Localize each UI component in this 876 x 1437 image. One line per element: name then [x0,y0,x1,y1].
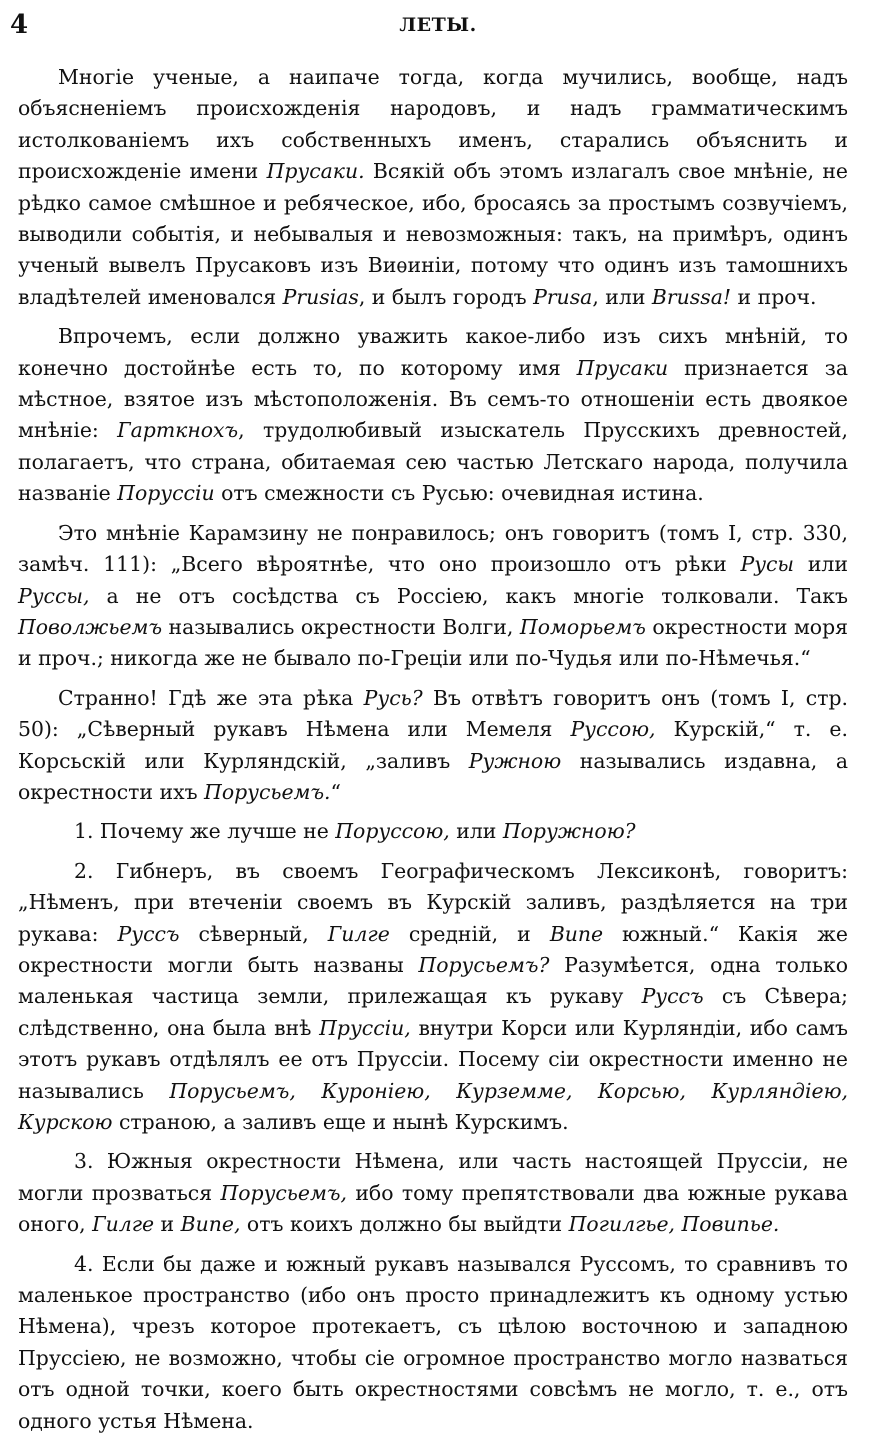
italic-term: Гилге [327,921,390,946]
text-run: отъ коихъ должно бы выйдти [240,1212,569,1237]
numbered-paragraph [18,856,848,1139]
italic-term: Порусьемъ, Куроніею, Курземме, Корсью, Курляндіею, Курскою [18,1078,849,1134]
text-run: 1. Почему же лучше не [74,819,336,844]
text-run: южный.“ Какія же окрестности могли быть названы [18,921,848,977]
text-run: , трудолюбивый изыскатель Прусскихъ древностей, полагаетъ, что страна, обитаемая сею частью Летскаго народа, получила названіе [18,418,848,506]
italic-term: Порусьемъ, [220,1180,347,1205]
italic-term: Погилгье, Повипье. [568,1212,780,1237]
text-run: или [794,552,848,577]
text-run: Странно! Гдѣ же эта рѣка [58,685,364,710]
page-body [18,62,848,1437]
text-run: 3. Южныя окрестности Нѣмена, или часть настоящей Пруссіи, не могли прозваться [18,1149,848,1205]
paragraph [18,518,848,675]
text-run: Въ отвѣтъ говоритъ онъ (томъ I, стр. 50): „Сѣверный рукавъ Нѣмена или Мемеля [18,685,849,742]
italic-term: Гарткнохъ [117,418,239,443]
italic-term: Brussa! [651,284,732,309]
text-run: Впрочемъ, если должно уважить какое-либо изъ сихъ мнѣній, то конечно достойнѣе есть то, по которому имя [18,324,848,380]
italic-term: Руссъ [641,984,704,1009]
italic-term: Поруссіи [117,481,215,506]
text-run: , и былъ городъ [358,284,534,309]
numbered-paragraph [18,1249,848,1437]
italic-term: Прусаки [576,355,669,380]
italic-term: Прусаки. [266,159,365,184]
italic-term: Випе [549,921,604,946]
text-run: или [449,819,503,844]
text-run: Курскій,“ т. е. Корсьскій или Курляндскій, „заливъ [18,717,848,773]
paragraph [18,62,848,313]
text-run: отъ смежности съ Русью: очевидная истина. [214,481,704,506]
text-run: съ Сѣвера; слѣдственно, она была внѣ [18,984,848,1040]
text-run: , или [592,284,652,309]
numbered-paragraph [18,1146,848,1240]
text-run: 4. Если бы даже и южный рукавъ назывался Руссомъ, то сравнивъ то маленькое пространство (ибо онъ просто принадлежитъ къ одному устью Нѣмена), чрезъ которое протекаетъ, съ цѣлою восточною и западною Пруссіею, не возможно, чтобы сіе огромное пространство могло назваться отъ одной точки, коего быть окрестностями совсѣмъ не могло, т. е., отъ одного устья Нѣмена. [18,1251,848,1433]
numbered-paragraph [18,816,848,847]
italic-term: Порусьемъ? [418,952,550,977]
italic-term: Пруссіи, [319,1015,411,1040]
paragraph [18,683,848,809]
italic-term: Ружною [468,748,562,773]
text-run: назывались окрестности Волги, [162,614,520,639]
text-run: Всякій объ этомъ излагалъ свое мнѣніе, не рѣдко самое смѣшное и ребяческое, ибо, бросаясь за простымъ созвучіемъ, выводили событія, и небывалыя и невозможныя: такъ, на примѣръ, одинъ ученый вывелъ Прусаковъ изъ Виѳиніи, потому что одинъ изъ тамошнихъ владѣтелей именовался [18,159,848,309]
italic-term: Поволжьемъ [18,614,163,639]
page-header [8,10,868,42]
text-run: а не отъ сосѣдства съ Россіею, какъ многіе толковали. Такъ [89,583,848,608]
text-run: средній, и [389,921,550,946]
text-run: 2. Гибнеръ, въ своемъ Географическомъ Лексиконѣ, говоритъ: „Нѣменъ, при втеченіи своемъ въ Курскій заливъ, раздѣляется на три рукава: [18,858,848,946]
italic-term: Випе, [180,1212,241,1237]
text-run: назывались издавна, а окрестности ихъ [18,748,848,804]
text-run: внутри Корси или Курляндіи, ибо самъ этотъ рукавъ отдѣлялъ ее отъ Пруссіи. Посему сіи окрестности именно не назывались [18,1015,849,1103]
text-run: признается за мѣстное, взятое изъ мѣстоположенія. Въ семъ-то отношеніи есть двоякое мнѣніе: [18,355,848,443]
italic-term: Prusa [533,284,593,309]
running-title: ЛЕТЫ. [399,14,477,36]
italic-term: Поморьемъ [519,614,646,639]
italic-term: Руссы, [18,583,90,608]
text-run: Разумѣется, одна только маленькая частица земли, прилежащая къ рукаву [18,952,848,1009]
text-run: Многіе ученые, а наипаче тогда, когда мучились, вообще, надъ объясненіемъ происхожденія народовъ, и надъ грамматическимъ истолкованіемъ ихъ собственныхъ именъ, старались объяснить и происхожденіе имени [18,65,848,184]
italic-term: Prusias [282,284,359,309]
italic-term: Руссъ [117,921,180,946]
paragraph [18,321,848,509]
text-run: ибо тому препятствовали два южные рукава оного, [18,1180,848,1237]
italic-term: Порусьемъ. [204,779,331,804]
text-run: сѣверный, [179,921,328,946]
italic-term: Гилге [92,1212,155,1237]
text-run: “ [330,779,341,804]
page-number: 4 [10,10,29,40]
text-run: и проч. [731,284,817,309]
text-run: и [154,1212,181,1237]
text-run: Это мнѣніе Карамзину не понравилось; онъ говоритъ (томъ I, стр. 330, замѣч. 111): „Всего вѣроятнѣе, что оно произошло отъ рѣки [18,520,848,577]
italic-term: Поруссою, [335,819,450,844]
text-run: окрестности моря и проч.; никогда же не бывало по-Греціи или по-Чудья или по-Нѣмечья.“ [18,614,848,671]
italic-term: Поружною? [502,819,636,844]
italic-term: Руссою, [570,717,656,742]
text-run: страною, а заливъ еще и нынѣ Курскимъ. [112,1110,569,1134]
italic-term: Русы [740,552,795,577]
italic-term: Русь? [363,685,423,710]
